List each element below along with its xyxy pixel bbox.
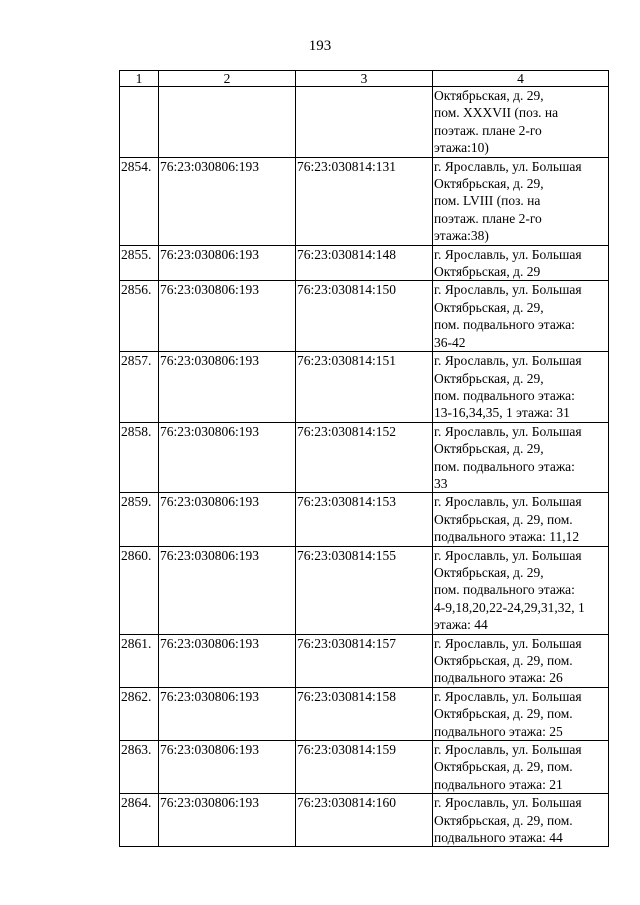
address-line: подвального этажа: 21 (434, 776, 563, 792)
address-cell (433, 281, 609, 352)
address-line: г. Ярославль, ул. Большая (434, 742, 582, 758)
document-table (119, 70, 609, 847)
column-header-1: 1 (120, 71, 159, 87)
cadastral-number-land (159, 87, 296, 158)
cadastral-number-premises: 76:23:030814:148 (296, 245, 433, 281)
address-line: Октябрьская, д. 29, пом. (434, 653, 573, 668)
address-line: 36-42 (434, 334, 466, 350)
cadastral-number-land: 76:23:030806:193 (159, 281, 296, 352)
address-line: поэтаж. плане 2-го (434, 210, 542, 226)
table-body (120, 87, 609, 847)
address-line: Октябрьская, д. 29, (434, 176, 544, 192)
row-number (120, 87, 159, 158)
cadastral-number-premises: 76:23:030814:157 (296, 634, 433, 687)
address-line: пом. LVIII (поз. на (434, 193, 541, 209)
cadastral-number-land: 76:23:030806:193 (159, 741, 296, 794)
address-line: поэтаж. плане 2-го (434, 122, 542, 138)
address-line: пом. подвального этажа: (434, 387, 575, 403)
address-line: пом. XXXVII (поз. на (434, 105, 559, 121)
address-line: Октябрьская, д. 29, (434, 370, 544, 386)
address-line: г. Ярославль, ул. Большая (434, 547, 582, 563)
address-line: 4-9,18,20,22-24,29,31,32, 1 (434, 599, 585, 615)
table-row (120, 87, 609, 158)
address-line: этажа: 44 (434, 617, 488, 633)
cadastral-number-premises: 76:23:030814:160 (296, 794, 433, 847)
column-header-2: 2 (159, 71, 296, 87)
table-row (120, 546, 609, 634)
address-line: Октябрьская, д. 29 (434, 264, 541, 280)
address-cell (433, 687, 609, 740)
address-cell (433, 87, 609, 158)
row-number: 2855. (120, 245, 159, 281)
table-row (120, 687, 609, 740)
address-cell (433, 422, 609, 493)
address-line: Октябрьская, д. 29, пом. (434, 812, 573, 828)
address-line: Октябрьская, д. 29, пом. (434, 511, 573, 527)
address-cell (433, 794, 609, 847)
cadastral-number-premises: 76:23:030814:151 (296, 352, 433, 423)
table-row (120, 634, 609, 687)
column-header-4: 4 (433, 71, 609, 87)
table-row (120, 794, 609, 847)
row-number: 2864. (120, 794, 159, 847)
address-cell (433, 157, 609, 245)
address-line: подвального этажа: 26 (434, 670, 563, 686)
table-header-row (120, 71, 609, 87)
cadastral-number-land: 76:23:030806:193 (159, 493, 296, 546)
address-line: 13-16,34,35, 1 этажа: 31 (434, 405, 570, 421)
address-line: г. Ярославль, ул. Большая (434, 423, 582, 439)
address-line: 33 (434, 475, 448, 491)
row-number: 2860. (120, 546, 159, 634)
cadastral-number-land: 76:23:030806:193 (159, 546, 296, 634)
address-cell (433, 352, 609, 423)
cadastral-number-premises: 76:23:030814:152 (296, 422, 433, 493)
row-number: 2859. (120, 493, 159, 546)
address-line: г. Ярославль, ул. Большая (434, 246, 582, 262)
cadastral-number-land: 76:23:030806:193 (159, 422, 296, 493)
address-line: Октябрьская, д. 29, (434, 299, 544, 315)
cadastral-number-premises: 76:23:030814:153 (296, 493, 433, 546)
cadastral-number-land: 76:23:030806:193 (159, 634, 296, 687)
address-line: Октябрьская, д. 29, пом. (434, 759, 573, 775)
row-number: 2854. (120, 157, 159, 245)
address-line: Октябрьская, д. 29, (434, 88, 544, 103)
address-line: г. Ярославль, ул. Большая (434, 158, 582, 174)
address-line: пом. подвального этажа: (434, 458, 575, 474)
address-cell (433, 245, 609, 281)
table-row (120, 352, 609, 423)
table-row (120, 741, 609, 794)
cadastral-number-premises: 76:23:030814:131 (296, 157, 433, 245)
row-number: 2863. (120, 741, 159, 794)
address-line: Октябрьская, д. 29, пом. (434, 706, 573, 722)
cadastral-number-land: 76:23:030806:193 (159, 687, 296, 740)
address-line: г. Ярославль, ул. Большая (434, 635, 582, 651)
cadastral-number-premises: 76:23:030814:158 (296, 687, 433, 740)
cadastral-number-land: 76:23:030806:193 (159, 352, 296, 423)
address-line: подвального этажа: 44 (434, 830, 563, 846)
address-line: этажа:38) (434, 228, 489, 244)
row-number: 2857. (120, 352, 159, 423)
cadastral-number-land: 76:23:030806:193 (159, 794, 296, 847)
cadastral-number-land: 76:23:030806:193 (159, 157, 296, 245)
cadastral-number-premises: 76:23:030814:150 (296, 281, 433, 352)
address-line: Октябрьская, д. 29, (434, 564, 544, 580)
address-line: г. Ярославль, ул. Большая (434, 688, 582, 704)
address-line: Октябрьская, д. 29, (434, 441, 544, 457)
address-line: подвального этажа: 11,12 (434, 529, 580, 545)
table-row (120, 422, 609, 493)
cadastral-number-premises: 76:23:030814:155 (296, 546, 433, 634)
cadastral-number-premises: 76:23:030814:159 (296, 741, 433, 794)
address-line: г. Ярославль, ул. Большая (434, 795, 582, 811)
table-row (120, 493, 609, 546)
table-row (120, 281, 609, 352)
cadastral-number-land: 76:23:030806:193 (159, 245, 296, 281)
table-row (120, 157, 609, 245)
address-line: г. Ярославль, ул. Большая (434, 494, 582, 510)
table-row (120, 245, 609, 281)
address-cell (433, 741, 609, 794)
address-cell (433, 634, 609, 687)
cadastral-number-premises (296, 87, 433, 158)
row-number: 2862. (120, 687, 159, 740)
column-header-3: 3 (296, 71, 433, 87)
address-line: пом. подвального этажа: (434, 582, 575, 598)
row-number: 2856. (120, 281, 159, 352)
row-number: 2861. (120, 634, 159, 687)
address-cell (433, 546, 609, 634)
address-cell (433, 493, 609, 546)
address-line: подвального этажа: 25 (434, 723, 563, 739)
address-line: г. Ярославль, ул. Большая (434, 353, 582, 369)
page-number: 193 (308, 38, 332, 54)
address-line: пом. подвального этажа: (434, 317, 575, 333)
row-number: 2858. (120, 422, 159, 493)
address-line: этажа:10) (434, 140, 489, 156)
address-line: г. Ярославль, ул. Большая (434, 282, 582, 298)
